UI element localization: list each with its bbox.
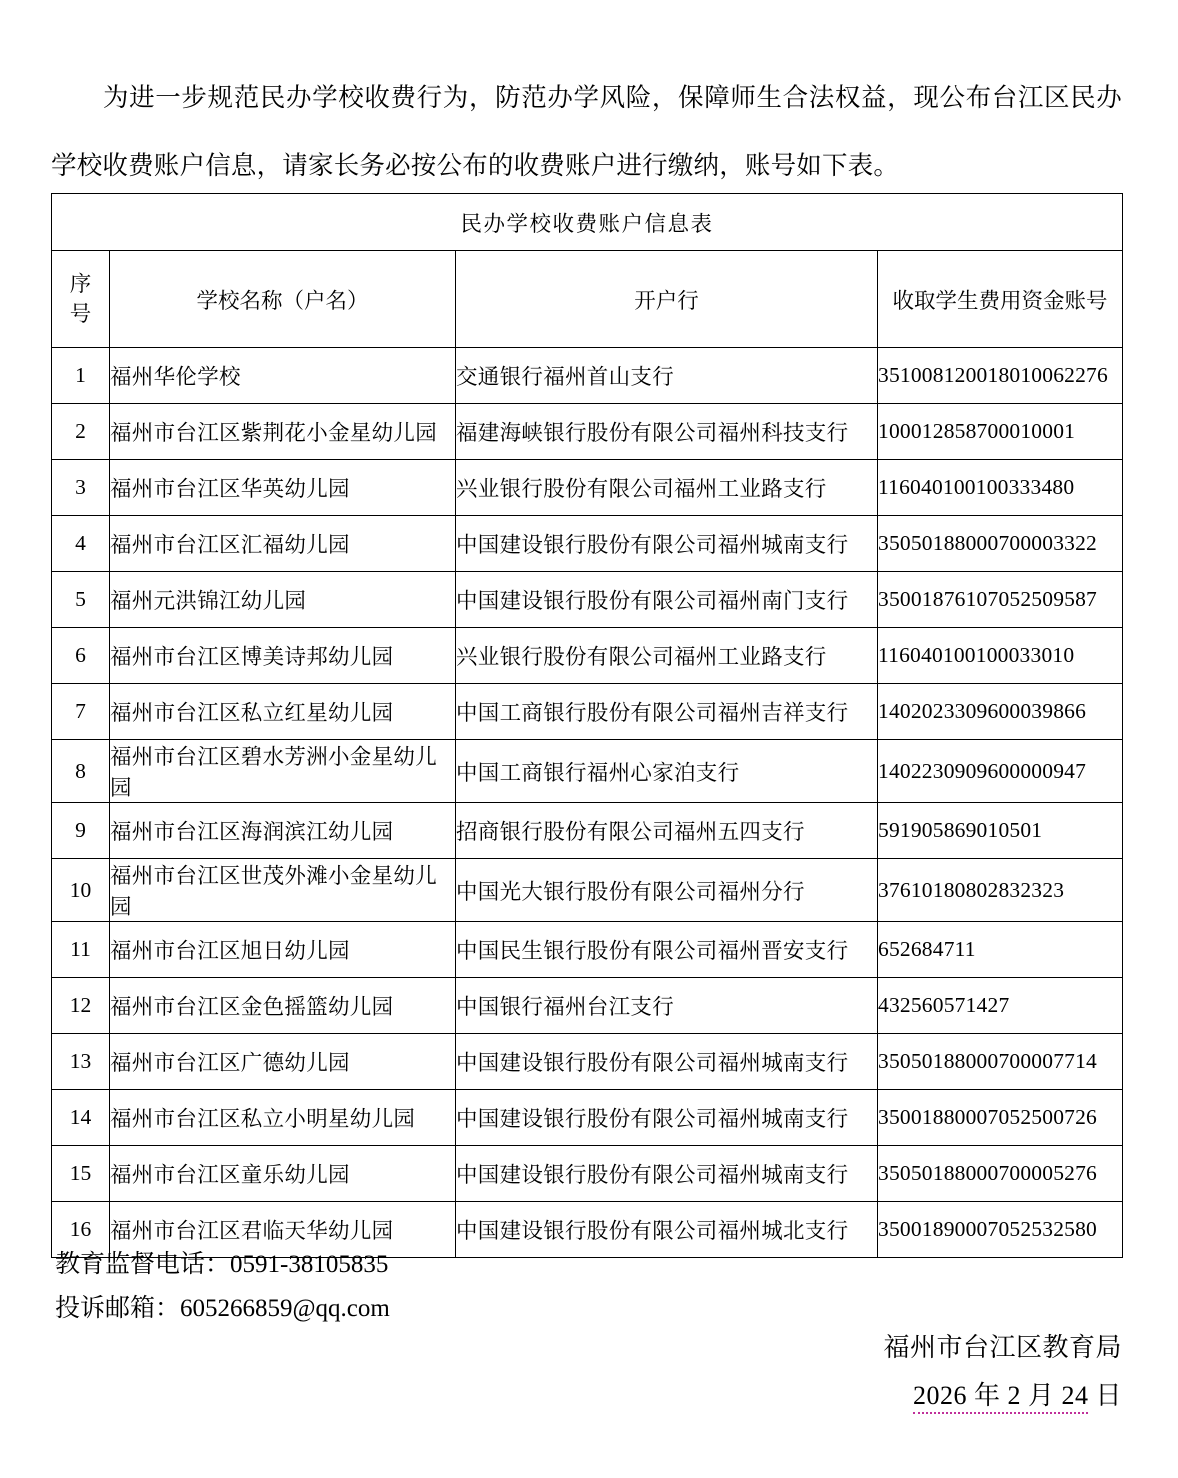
cell-account: 591905869010501 [878,803,1123,859]
table-row [52,348,1123,404]
cell-bank: 中国工商银行福州心家泊支行 [456,740,878,803]
cell-account: 35050188000700005276 [878,1146,1123,1202]
issue-date-tail: 日 [1095,1381,1122,1410]
cell-bank: 中国建设银行股份有限公司福州城南支行 [456,516,878,572]
cell-seq: 12 [52,978,110,1034]
cell-account: 35001880007052500726 [878,1090,1123,1146]
cell-bank: 中国工商银行股份有限公司福州吉祥支行 [456,684,878,740]
cell-seq: 2 [52,404,110,460]
cell-school: 福州市台江区紫荆花小金星幼儿园 [110,404,456,460]
cell-school: 福州市台江区私立小明星幼儿园 [110,1090,456,1146]
cell-bank: 中国光大银行股份有限公司福州分行 [456,859,878,922]
cell-seq: 4 [52,516,110,572]
column-header-seq [52,251,110,348]
cell-bank: 兴业银行股份有限公司福州工业路支行 [456,460,878,516]
signature-block [883,1325,1122,1419]
cell-seq: 1 [52,348,110,404]
cell-school: 福州市台江区广德幼儿园 [110,1034,456,1090]
table-body [52,194,1123,1258]
cell-account: 1402023309600039866 [878,684,1123,740]
table-row [52,628,1123,684]
table-row [52,740,1123,803]
issue-date-marked: 2026 年 2 月 24 [913,1381,1089,1414]
table-row [52,1146,1123,1202]
intro-paragraph: 为进一步规范民办学校收费行为，防范办学风险，保障师生合法权益，现公布台江区民办学校收费账户信息，请家长务必按公布的收费账户进行缴纳，账号如下表。 [51,82,1122,180]
cell-bank: 中国建设银行股份有限公司福州城南支行 [456,1090,878,1146]
cell-account: 35001890007052532580 [878,1202,1123,1258]
cell-seq: 5 [52,572,110,628]
table-row [52,1090,1123,1146]
cell-school: 福州市台江区君临天华幼儿园 [110,1202,456,1258]
cell-school: 福州市台江区汇福幼儿园 [110,516,456,572]
cell-seq: 10 [52,859,110,922]
column-header-seq-line2: 号 [69,302,92,326]
complaint-email: 投诉邮箱：605266859@qq.com [55,1295,390,1322]
cell-school: 福州市台江区碧水芳洲小金星幼儿园 [110,740,456,803]
cell-bank: 招商银行股份有限公司福州五四支行 [456,803,878,859]
cell-bank: 兴业银行股份有限公司福州工业路支行 [456,628,878,684]
cell-account: 116040100100033010 [878,628,1123,684]
table-row [52,684,1123,740]
supervision-phone: 教育监督电话：0591-38105835 [55,1251,389,1278]
cell-seq: 6 [52,628,110,684]
cell-bank: 福建海峡银行股份有限公司福州科技支行 [456,404,878,460]
column-header-bank: 开户行 [456,251,878,348]
table-row [52,1034,1123,1090]
cell-school: 福州华伦学校 [110,348,456,404]
cell-bank: 中国建设银行股份有限公司福州城南支行 [456,1146,878,1202]
cell-school: 福州市台江区博美诗邦幼儿园 [110,628,456,684]
cell-bank: 中国银行福州台江支行 [456,978,878,1034]
table-title: 民办学校收费账户信息表 [52,194,1123,251]
cell-bank: 中国民生银行股份有限公司福州晋安支行 [456,922,878,978]
cell-account: 35050188000700003322 [878,516,1123,572]
cell-seq: 3 [52,460,110,516]
column-header-seq-line1: 序 [69,272,92,296]
fee-account-table [51,193,1123,1258]
table-row [52,859,1123,922]
cell-account: 116040100100333480 [878,460,1123,516]
cell-account: 100012858700010001 [878,404,1123,460]
table-row [52,978,1123,1034]
cell-bank: 中国建设银行股份有限公司福州城北支行 [456,1202,878,1258]
cell-seq: 16 [52,1202,110,1258]
cell-school: 福州市台江区私立红星幼儿园 [110,684,456,740]
cell-school: 福州市台江区世茂外滩小金星幼儿园 [110,859,456,922]
table-row [52,460,1123,516]
cell-account: 652684711 [878,922,1123,978]
cell-seq: 15 [52,1146,110,1202]
cell-account: 432560571427 [878,978,1123,1034]
table-header-row [52,251,1123,348]
cell-account: 1402230909600000947 [878,740,1123,803]
table-row [52,516,1123,572]
cell-school: 福州市台江区海润滨江幼儿园 [110,803,456,859]
cell-school: 福州元洪锦江幼儿园 [110,572,456,628]
cell-account: 35050188000700007714 [878,1034,1123,1090]
table-title-row [52,194,1123,251]
cell-seq: 8 [52,740,110,803]
cell-school: 福州市台江区华英幼儿园 [110,460,456,516]
cell-school: 福州市台江区金色摇篮幼儿园 [110,978,456,1034]
cell-bank: 中国建设银行股份有限公司福州城南支行 [456,1034,878,1090]
column-header-school-name: 学校名称（户名） [110,251,456,348]
cell-seq: 13 [52,1034,110,1090]
column-header-account: 收取学生费用资金账号 [878,251,1123,348]
contact-block [55,1243,390,1331]
cell-seq: 7 [52,684,110,740]
table-row [52,572,1123,628]
table-row [52,404,1123,460]
cell-account: 351008120018010062276 [878,348,1123,404]
issuing-department: 福州市台江区教育局 [883,1333,1122,1362]
table-row [52,922,1123,978]
cell-account: 37610180802832323 [878,859,1123,922]
table-row [52,803,1123,859]
cell-school: 福州市台江区童乐幼儿园 [110,1146,456,1202]
cell-seq: 11 [52,922,110,978]
cell-bank: 交通银行福州首山支行 [456,348,878,404]
cell-seq: 9 [52,803,110,859]
cell-account: 35001876107052509587 [878,572,1123,628]
issue-date [883,1373,1122,1419]
cell-bank: 中国建设银行股份有限公司福州南门支行 [456,572,878,628]
cell-school: 福州市台江区旭日幼儿园 [110,922,456,978]
cell-seq: 14 [52,1090,110,1146]
